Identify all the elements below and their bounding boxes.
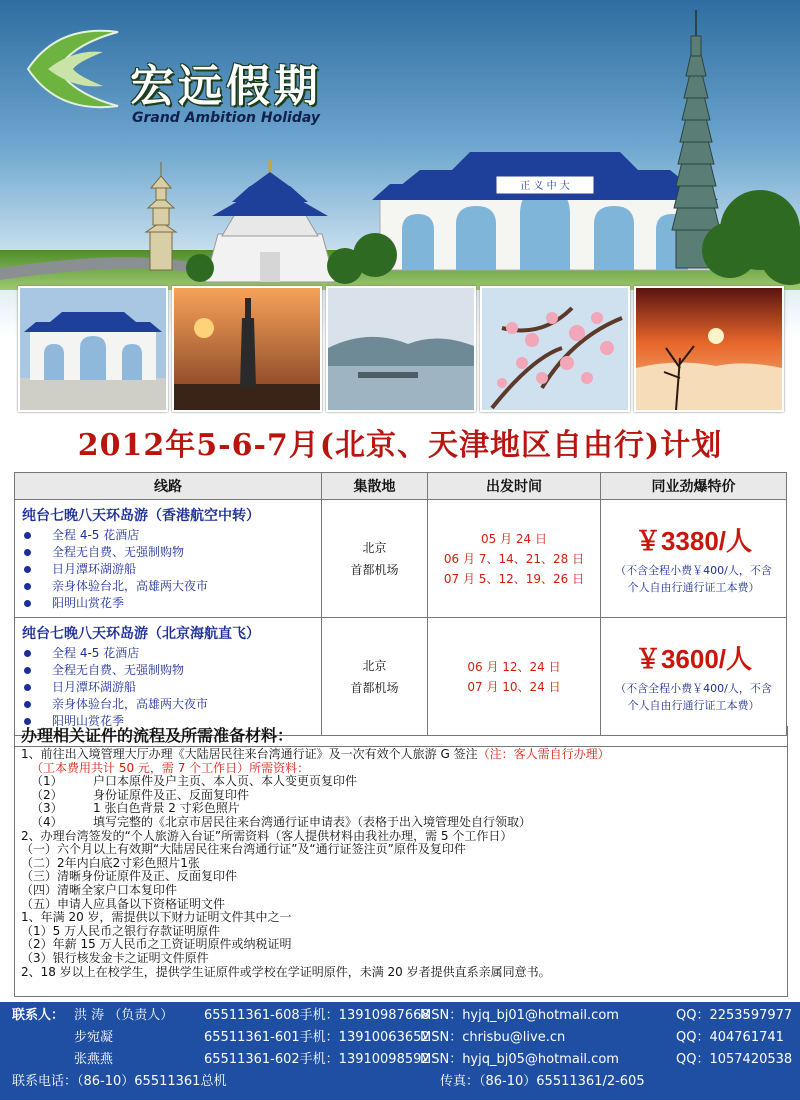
plan-title: 2012年5-6-7月(北京、天津地区自由行)计划 — [77, 428, 723, 463]
list-item: （三）清晰身份证原件及正、反面复印件 — [21, 869, 238, 884]
list-item: （1） 户口本原件及户主页、本人页、本人变更页复印件 — [31, 774, 358, 789]
hub-cell — [322, 618, 428, 736]
process-heading: 办理相关证件的流程及所需准备材料： — [15, 726, 787, 747]
list-item: 亲身体验台北，高雄两大夜市 — [24, 578, 320, 595]
route-features — [16, 527, 320, 616]
hub-airport: 首都机场 — [350, 562, 399, 577]
list-item: （五）申请人应具备以下资格证明文件 — [21, 896, 226, 911]
list-item: （二）2年内白底2寸彩色照片1张 — [21, 855, 200, 870]
hub-city: 北京 — [362, 658, 387, 673]
header-banner — [0, 0, 800, 420]
contact-footer — [0, 1002, 800, 1100]
sun-moon-lake-photo — [326, 286, 476, 412]
logo-name-en: Grand Ambition Holiday — [132, 110, 320, 126]
contact-name: 张燕燕 — [74, 1052, 114, 1067]
route-cell — [15, 618, 322, 736]
price-note: （不含全程小费￥400/人，不含个人自由行通行证工本费） — [615, 564, 772, 594]
contact-phone: 65511361-601手机：13910063652 — [204, 1030, 430, 1045]
memorial-hall-illustration — [205, 160, 335, 282]
departure-cell — [428, 618, 601, 736]
route-features — [16, 645, 320, 734]
taipei-101-sunset-photo — [172, 286, 322, 412]
list-item: 全程 4-5 花酒店 — [24, 527, 320, 544]
price-cell — [601, 618, 787, 736]
header-departure: 出发时间 — [428, 473, 601, 500]
contact-qq: QQ：404761741 — [676, 1030, 784, 1045]
contact-phone: 65511361-608手机：13910987668 — [204, 1008, 430, 1023]
departure-date: 05 月 24 日 — [481, 531, 547, 546]
price-amount: ￥3600/人 — [634, 644, 753, 674]
contact-name: 洪 涛 （负责人） — [74, 1008, 174, 1023]
contact-row — [0, 1050, 800, 1070]
contact-qq: QQ：1057420538 — [676, 1052, 793, 1067]
list-item: （1）5 万人民币之银行存款证明原件 — [21, 923, 221, 938]
list-item: （2）年薪 15 万人民币之工资证明原件或纳税证明 — [21, 937, 292, 952]
departure-date: 06 月 7、14、21、28 日 — [443, 551, 585, 566]
svg-text:正 义 中 大: 正 义 中 大 — [520, 181, 570, 192]
list-item: 日月潭环湖游船 — [24, 561, 320, 578]
list-item: 阳明山赏花季 — [24, 595, 320, 612]
list-item: （一）六个月以上有效期“大陆居民往来台湾通行证”及“通行证签注页”原件及复印件 — [21, 842, 466, 857]
hub-city: 北京 — [362, 540, 387, 555]
contact-label: 联系人： — [12, 1008, 65, 1023]
liberty-square-gate-illustration — [372, 152, 718, 270]
price-amount: ￥3380/人 — [634, 526, 753, 556]
step-1-fee: （工本费用共计 50 元，需 7 个工作日）所需资料： — [31, 760, 310, 775]
contact-phone: 65511361-602手机：13910098592 — [204, 1052, 430, 1067]
table-row — [15, 500, 787, 618]
contact-name: 步宛凝 — [74, 1030, 114, 1045]
contact-msn: MSN：hyjq_bj05@hotmail.com — [420, 1052, 619, 1067]
cherry-blossom-photo — [480, 286, 630, 412]
hub-airport: 首都机场 — [350, 680, 399, 695]
step-1-note: （注：客人需自行办理） — [477, 747, 610, 761]
alishan-sunrise-photo — [634, 286, 784, 412]
route-table-wrapper — [14, 472, 786, 736]
table-header-row — [15, 473, 787, 500]
contact-row — [0, 1072, 800, 1092]
contact-msn: MSN：chrisbu@live.cn — [420, 1030, 566, 1045]
list-item: （2） 身份证原件及正、反面复印件 — [31, 787, 250, 802]
list-item: 亲身体验台北，高雄两大夜市 — [24, 696, 320, 713]
list-item: （四）清晰全家户口本复印件 — [21, 882, 178, 897]
header-hub: 集散地 — [322, 473, 428, 500]
route-cell — [15, 500, 322, 618]
header-route: 线路 — [15, 473, 322, 500]
company-fax: 传真：（86-10）65511361/2-605 — [440, 1074, 645, 1089]
list-item: 全程 4-5 花酒店 — [24, 645, 320, 662]
list-item: 全程无自费、无强制购物 — [24, 662, 320, 679]
list-item: （3） 1 张白色背景 2 寸彩色照片 — [31, 801, 240, 816]
price-note: （不含全程小费￥400/人，不含个人自由行通行证工本费） — [615, 682, 772, 712]
route-table — [14, 472, 787, 736]
departure-cell — [428, 500, 601, 618]
list-item: （4） 填写完整的《北京市居民往来台湾通行证申请表》（表格于出入境管理处自行领取） — [31, 814, 532, 829]
contact-row — [0, 1006, 800, 1026]
company-logo — [18, 16, 358, 126]
step-1 — [21, 748, 781, 762]
list-item: 日月潭环湖游船 — [24, 679, 320, 696]
route-name: 纯台七晚八天环岛游（香港航空中转） — [22, 508, 260, 524]
photo-strip — [14, 286, 786, 410]
student-requirement: 2、18 岁以上在校学生，提供学生证原件或学校在学证明原件，未满 20 岁者提供直系亲属同意书。 — [21, 964, 551, 979]
process-body — [15, 747, 787, 979]
hub-cell — [322, 500, 428, 618]
list-item: （3）银行核发金卡之证明文件原件 — [21, 950, 209, 965]
logo-swoosh-icon — [18, 24, 128, 114]
memorial-gate-photo — [18, 286, 168, 412]
document-process-section — [14, 726, 788, 997]
list-item: 全程无自费、无强制购物 — [24, 544, 320, 561]
step-1-text: 1、前往出入境管理大厅办理《大陆居民往来台湾通行证》及一次有效个人旅游 G 签注 — [21, 747, 478, 761]
departure-date: 06 月 12、24 日 — [467, 659, 561, 674]
route-name: 纯台七晚八天环岛游（北京海航直飞） — [22, 626, 260, 642]
departure-date: 07 月 5、12、19、26 日 — [443, 571, 585, 586]
price-cell — [601, 500, 787, 618]
list-item: 阳明山赏花季 — [24, 713, 320, 730]
logo-name-cn: 宏远假期 — [130, 61, 322, 112]
departure-date: 07 月 10、24 日 — [467, 679, 561, 694]
contact-qq: QQ：2253597977 — [676, 1008, 793, 1023]
finance-heading: 1、年满 20 岁，需提供以下财力证明文件其中之一 — [21, 910, 292, 925]
contact-row — [0, 1028, 800, 1048]
step-2: 2、办理台湾签发的“个人旅游入台证”所需资料（客人提供材料由我社办理，需 5 个工作日） — [21, 828, 513, 843]
company-phone: 联系电话：（86-10）65511361总机 — [12, 1074, 227, 1089]
table-row — [15, 618, 787, 736]
header-price: 同业劲爆特价 — [601, 473, 787, 500]
contact-msn: MSN：hyjq_bj01@hotmail.com — [420, 1008, 619, 1023]
